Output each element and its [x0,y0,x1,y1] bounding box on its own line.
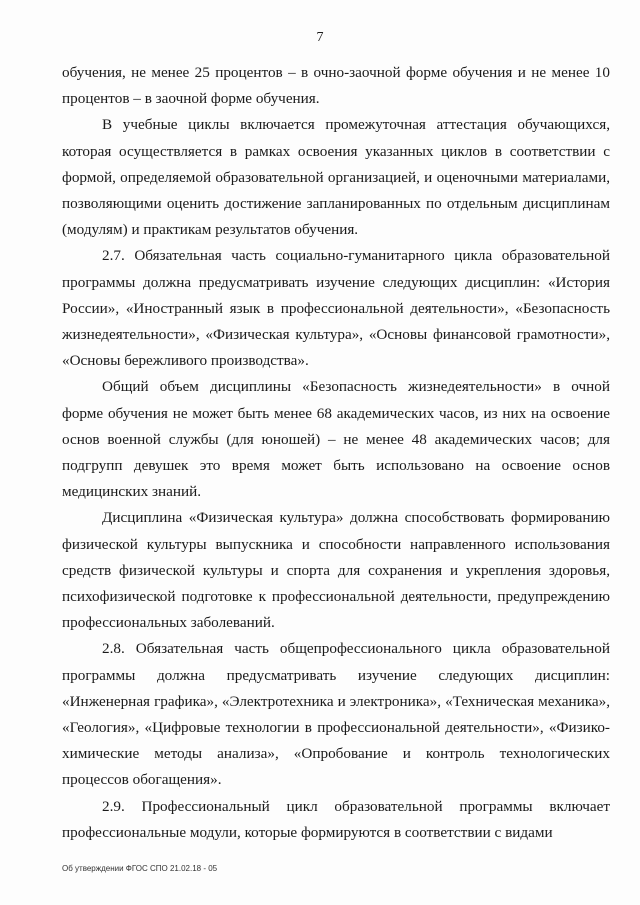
paragraph-life-safety: Общий объем дисциплины «Безопасность жизнедеятельности» в очной форме обучения не может быть менее 68 академических часов, из них на освоение основ военной службы (для юношей) – не менее 48 академических часов; для подгрупп девушек это время может быть использовано на освоение основ медицинских знаний. [62,378,610,501]
paragraph-2-7: 2.7. Обязательная часть социально-гуманитарного цикла образовательной программы должна предусматривать изучение следующих дисциплин: «История России», «Иностранный язык в профессиональной деятельности», «Безопасность жизнедеятельности», «Физическая культура», «Основы финансовой грамотности», «Основы бережливого производства». [62,247,610,370]
document-footer: Об утверждении ФГОС СПО 21.02.18 - 05 [62,864,218,873]
paragraph-2-9: 2.9. Профессиональный цикл образовательной программы включает профессиональные модули, которые формируются в соответствии с видами [62,797,610,841]
paragraph-continuation: обучения, не менее 25 процентов – в очно-заочной форме обучения и не менее 10 процентов – в заочной форме обучения. [62,64,610,108]
paragraph-physical-culture: Дисциплина «Физическая культура» должна способствовать формированию физической культуры выпускника и способности направленного использования средств физической культуры и спорта для сохранения и укрепления здоровья, психофизической подготовке к профессиональной деятельности, предупреждению профессиональных заболеваний. [62,509,610,632]
page-number: 7 [316,30,324,45]
paragraph-2-8: 2.8. Обязательная часть общепрофессионального цикла образовательной программы должна предусматривать изучение следующих дисциплин: «Инженерная графика», «Электротехника и электроника», «Техническая механика», «Геология», «Цифровые технологии в профессиональной деятельности», «Физико-химические методы анализа», «Опробование и контроль технологических процессов обогащения». [62,640,610,789]
paragraph-attestation: В учебные циклы включается промежуточная аттестация обучающихся, которая осуществляется в рамках освоения указанных циклов в соответствии с формой, определяемой образовательной организацией, и оценочными материалами, позволяющими оценить достижение запланированных по отдельным дисциплинам (модулям) и практикам результатов обучения. [62,116,610,239]
document-body [62,60,610,846]
